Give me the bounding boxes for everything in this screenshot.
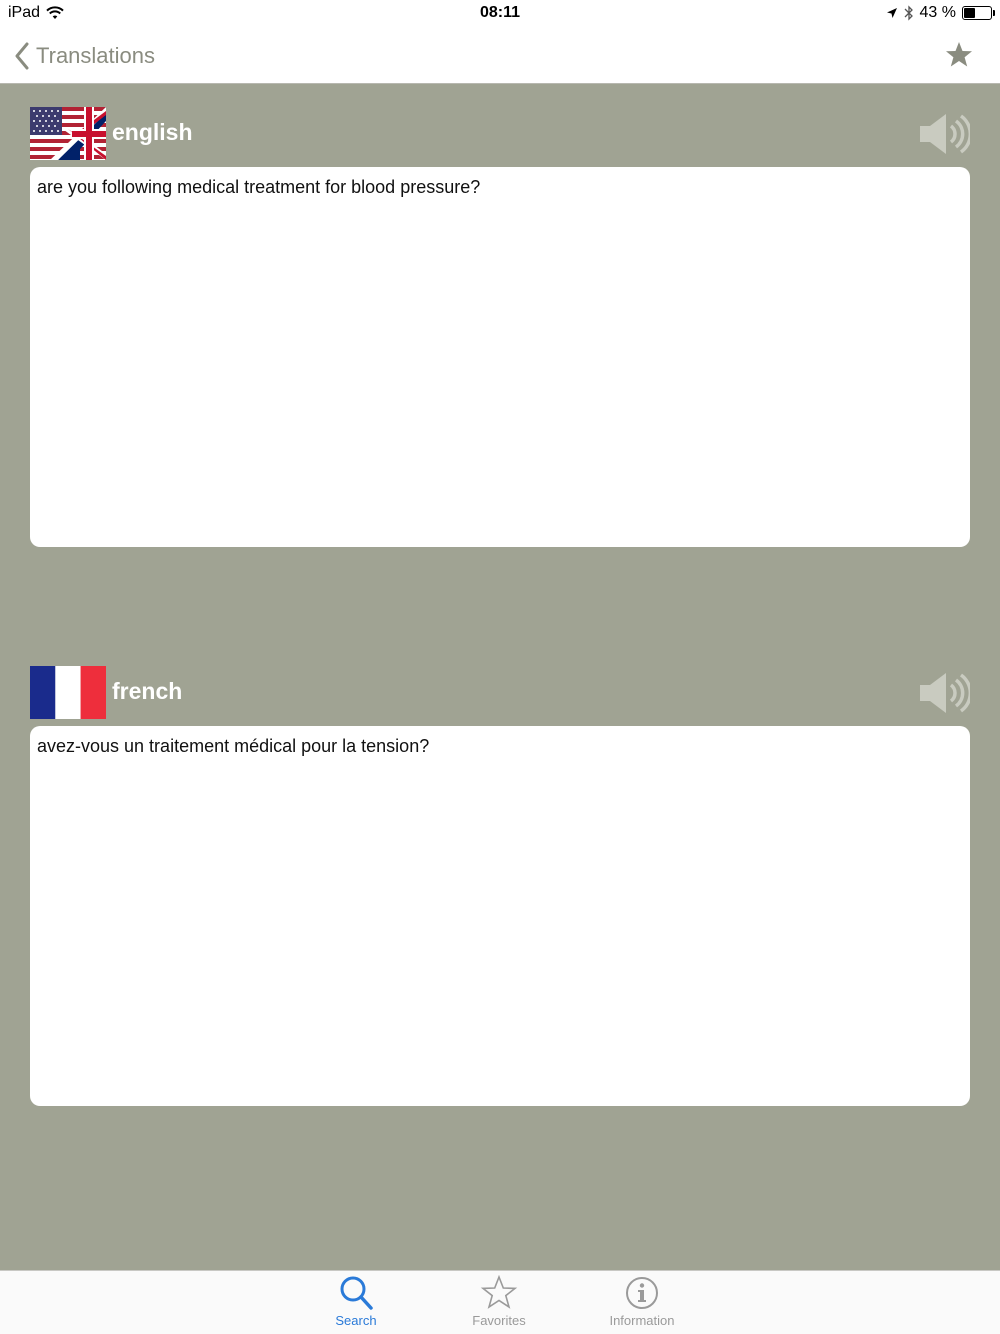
location-arrow-icon [886,7,898,19]
us-uk-flag-icon [30,107,106,160]
star-icon [480,1275,518,1311]
speaker-icon[interactable] [918,671,970,715]
search-icon [337,1275,375,1311]
speaker-icon[interactable] [918,112,970,156]
french-text-box[interactable] [30,726,970,1106]
tab-label: Search [335,1313,377,1328]
info-icon [623,1275,661,1311]
phrase-text: are you following medical treatment for blood pressure? [37,177,481,197]
phrase-text: avez-vous un traitement médical pour la tension? [37,736,430,756]
device-label: iPad [8,4,41,21]
tab-search[interactable] [301,1275,411,1333]
language-header [30,107,970,167]
english-section [30,107,970,547]
tab-bar [0,1270,1000,1334]
french-section [30,666,970,1106]
battery-fill [964,8,975,18]
english-text-box[interactable] [30,167,970,547]
status-right [886,4,992,22]
nav-bar [0,28,1000,84]
battery-icon [962,6,992,20]
tab-favorites[interactable] [444,1275,554,1333]
back-button[interactable] [14,38,155,74]
status-time: 08:11 [479,4,521,21]
france-flag-icon [30,666,106,719]
language-name: french [112,678,183,704]
battery-percent: 43 % [919,4,956,21]
back-label: Translations [36,43,156,68]
chevron-left-icon [14,42,30,70]
bluetooth-icon [904,5,914,21]
tab-information[interactable] [587,1275,697,1333]
tab-label: Favorites [472,1313,526,1328]
favorite-star-icon[interactable] [944,40,974,70]
tab-label: Information [609,1313,675,1328]
status-bar [0,0,1000,28]
language-name: english [112,119,193,145]
language-header [30,666,970,726]
